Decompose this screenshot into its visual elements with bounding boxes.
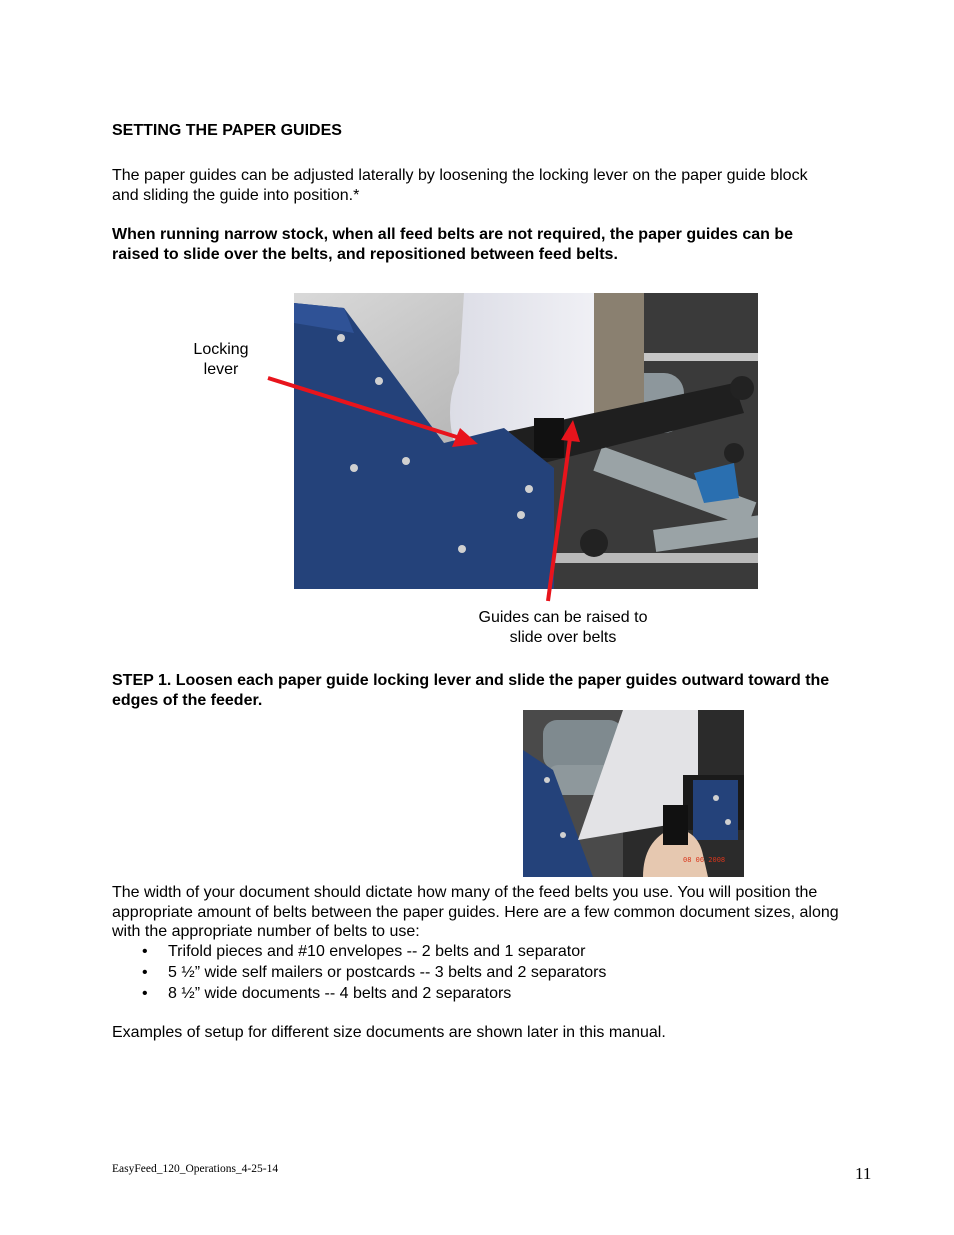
guides-raised-label-line1: Guides can be raised to xyxy=(478,609,648,626)
bullet-icon: • xyxy=(142,963,148,981)
guides-raised-label-line2: slide over belts xyxy=(509,628,617,646)
guides-raised-label xyxy=(458,608,668,647)
photo-date-stamp: 08 06 2008 xyxy=(683,856,726,864)
list-item-text: Trifold pieces and #10 envelopes -- 2 belts and 1 separator xyxy=(168,943,586,960)
list-item-text: 8 ½” wide documents -- 4 belts and 2 separators xyxy=(168,984,512,1002)
page-number: 11 xyxy=(855,1164,872,1183)
locking-lever-label-line1: Locking xyxy=(193,341,249,358)
list-item xyxy=(142,984,606,1005)
step-1-instruction: STEP 1. Loosen each paper guide locking lever and slide the paper guides outward toward the edges of the feeder. xyxy=(112,672,830,709)
intro-paragraph: The paper guides can be adjusted laterally by loosening the locking lever on the paper guide block and sliding the guide into position.* xyxy=(112,167,808,204)
bullet-icon: • xyxy=(142,943,148,960)
locking-lever-label-line2: lever xyxy=(203,360,239,378)
loosen-lever-photo xyxy=(523,710,744,877)
paper-guide-illustration xyxy=(294,293,758,589)
list-item-text: 5 ½” wide self mailers or postcards -- 3 belts and 2 separators xyxy=(168,963,607,981)
footer-document-id: EasyFeed_120_Operations_4-25-14 xyxy=(112,1163,279,1175)
examples-paragraph: Examples of setup for different size documents are shown later in this manual. xyxy=(112,1024,666,1041)
locking-lever-label xyxy=(180,340,262,379)
bullet-icon: • xyxy=(142,984,148,1002)
loosen-lever-illustration xyxy=(523,710,744,877)
document-size-list xyxy=(142,942,606,1004)
list-item xyxy=(142,942,606,963)
paper-guide-photo xyxy=(294,293,758,589)
section-heading: SETTING THE PAPER GUIDES xyxy=(112,122,342,139)
narrow-stock-note: When running narrow stock, when all feed belts are not required, the paper guides can be raised to slide over the belts, and repositioned between feed belts. xyxy=(112,226,794,263)
belt-count-paragraph: The width of your document should dictate how many of the feed belts you use. You will position the appropriate amount of belts between the paper guides. Here are a few common document sizes, along with the appropriate number of belts to use: xyxy=(112,884,839,941)
list-item xyxy=(142,963,606,984)
